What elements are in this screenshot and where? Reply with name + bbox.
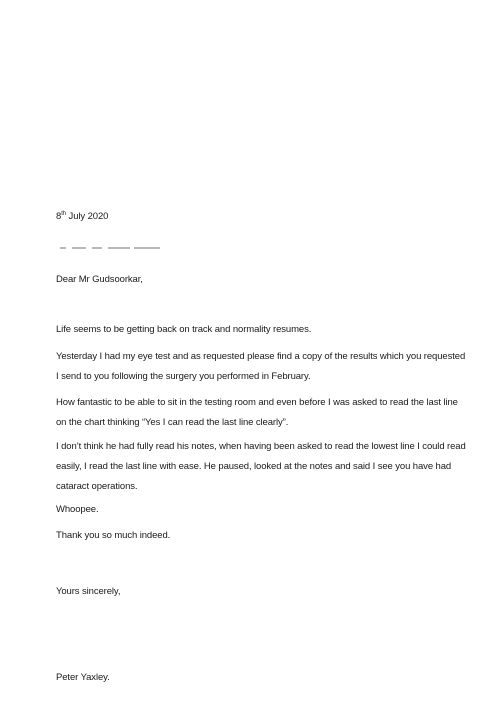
- redacted-address-line: [60, 244, 160, 252]
- paragraph-6: Thank you so much indeed.: [56, 530, 171, 541]
- paragraph-1: Life seems to be getting back on track and normality resumes.: [56, 324, 312, 335]
- paragraph-3: How fantastic to be able to sit in the testing room and even before I was asked to read the last line on the chart thinking “Yes I can read the last line clearly”.: [56, 397, 458, 428]
- letter-date: 8th July 2020: [56, 210, 109, 222]
- salutation: Dear Mr Gudsoorkar,: [56, 274, 143, 285]
- paragraph-2: Yesterday I had my eye test and as requested please find a copy of the results which you requested I send to you following the surgery you performed in February.: [56, 351, 466, 382]
- paragraph-5: Whoopee.: [56, 504, 99, 515]
- paragraph-4: I don’t think he had fully read his notes, when having been asked to read the lowest line I could read easily, I read the last line with ease. He paused, looked at the notes and said I see you have had cataract operations.: [56, 441, 466, 492]
- closing: Yours sincerely,: [56, 586, 121, 597]
- signature-name: Peter Yaxley.: [56, 672, 110, 683]
